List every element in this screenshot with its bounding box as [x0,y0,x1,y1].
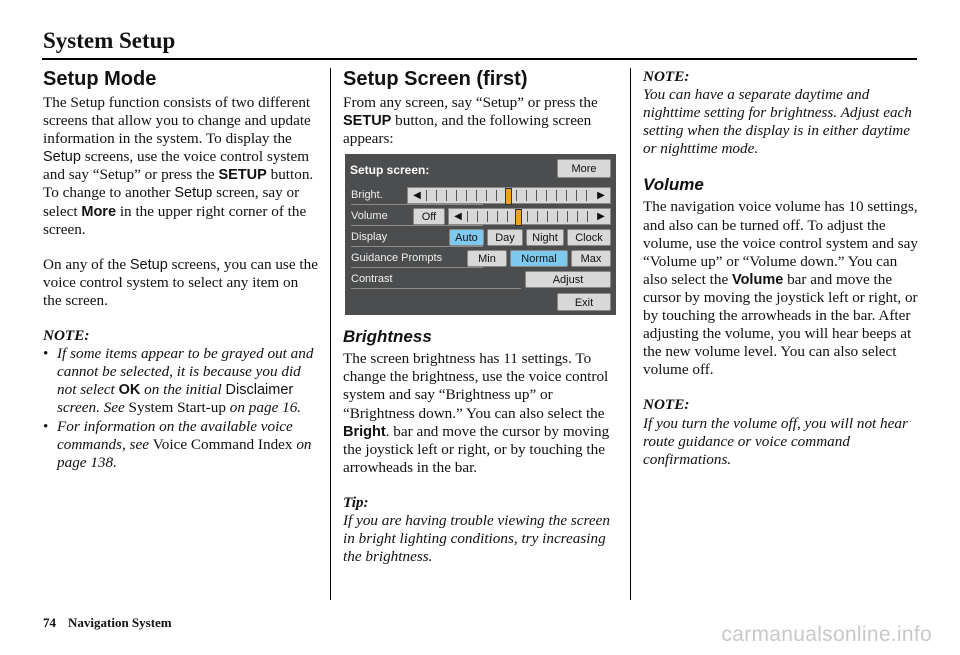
max-button[interactable]: Max [571,250,611,267]
volume-label: Volume [351,208,483,226]
column-volume [643,68,919,486]
setup-screen-image [345,154,616,315]
column-setup-mode [43,68,319,472]
note-text: If you turn the volume off, you will not hear route guidance or voice command confirmations. [643,414,908,468]
volume-off-button[interactable]: Off [413,208,445,225]
column-setup-screen [343,68,621,583]
min-button[interactable]: Min [467,250,507,267]
right-arrow-icon[interactable]: ▶ [597,210,605,222]
setup-screen-heading: Setup Screen (first) [343,68,528,90]
page-number: 74 [43,615,56,630]
column-divider [630,68,631,600]
tip-text: If you are having trouble viewing the screen in bright lighting conditions, try increasing the brightness. [343,512,610,566]
setup-term: Setup [43,149,81,166]
bright-term: Bright [343,423,386,440]
brightness-heading: Brightness [343,327,432,347]
screen-title: Setup screen: [350,163,430,178]
note-label: NOTE: [643,396,690,414]
volume-bar[interactable] [448,208,611,225]
display-label: Display [351,229,483,247]
right-arrow-icon[interactable]: ▶ [597,189,605,201]
night-button[interactable]: Night [526,229,564,246]
exit-button[interactable]: Exit [557,293,611,311]
setup-voice-paragraph: On any of the Setup screens, you can use the voice control system to select any item on the screen. [43,255,318,309]
header-rule [42,58,917,60]
day-button[interactable]: Day [487,229,523,246]
volume-cursor[interactable] [515,209,522,226]
normal-button[interactable]: Normal [510,250,568,267]
volume-heading: Volume [643,175,704,195]
setup-mode-heading: Setup Mode [43,68,157,90]
volume-ticks [467,211,592,222]
list-item: • If some items appear to be grayed out and cannot be selected, it is because you did not select OK on the initial Disclaimer screen. See System Start-up on page 16. [43,345,319,417]
left-arrow-icon[interactable]: ◀ [413,189,421,201]
footer-label: Navigation System [68,615,172,630]
ok-term: OK [118,382,141,399]
note-label: NOTE: [43,327,90,345]
brightness-cursor[interactable] [505,188,512,205]
footer [43,615,172,631]
more-term: More [81,203,117,220]
clock-button[interactable]: Clock [567,229,611,246]
setup-mode-paragraph: The Setup function consists of two different screens that allow you to change and update information in the system. To display the Setup screens, use the voice control system and say “Setup” or press the SETUP button. To change to another Setup screen, say or select More in the upper right corner of the screen. [43,94,314,238]
guidance-prompts-label: Guidance Prompts [351,250,483,268]
left-arrow-icon[interactable]: ◀ [454,210,462,222]
tip-label: Tip: [343,493,369,511]
bright-label: Bright. [351,187,483,205]
voice-command-index-link: Voice Command Index [152,435,293,453]
watermark: carmanualsonline.info [721,623,932,646]
column-divider [330,68,331,600]
note-text: You can have a separate daytime and nighttime setting for brightness. Adjust each setting when the display is in either daytime or nighttime mode. [643,86,912,158]
page-title: System Setup [43,28,176,53]
list-item: • For information on the available voice commands, see Voice Command Index on page 138. [43,418,319,472]
note-list [43,345,319,472]
brightness-paragraph: The screen brightness has 11 settings. To change the brightness, use the voice control system and say “Brightness up” or “Brightness down.” You can also select the Bright. bar and move the cursor by moving the joystick left or right, or by touching the arrowheads in the bar. [343,350,610,476]
contrast-label: Contrast [351,271,521,289]
disclaimer-term: Disclaimer [225,382,294,399]
setup-screen-intro: From any screen, say “Setup” or press the SETUP button, and the following screen appears: [343,94,598,148]
more-button[interactable]: More [557,159,611,178]
system-startup-link: System Start-up [128,399,226,417]
volume-term: Volume [731,271,784,288]
auto-button[interactable]: Auto [449,229,484,246]
volume-paragraph: The navigation voice volume has 10 settings, and also can be turned off. To adjust the volume, use the voice control system and say “Volume up” or “Volume down.” You can also select the Volume bar and move the cursor by moving the joystick left or right, or by touching the arrowheads in the bar. After adjusting the volume, you will hear beeps at the new volume level. You can also select volume off. [643,198,918,379]
note-label: NOTE: [643,68,690,85]
setup-button-term: SETUP [218,167,267,184]
adjust-button[interactable]: Adjust [525,271,611,288]
